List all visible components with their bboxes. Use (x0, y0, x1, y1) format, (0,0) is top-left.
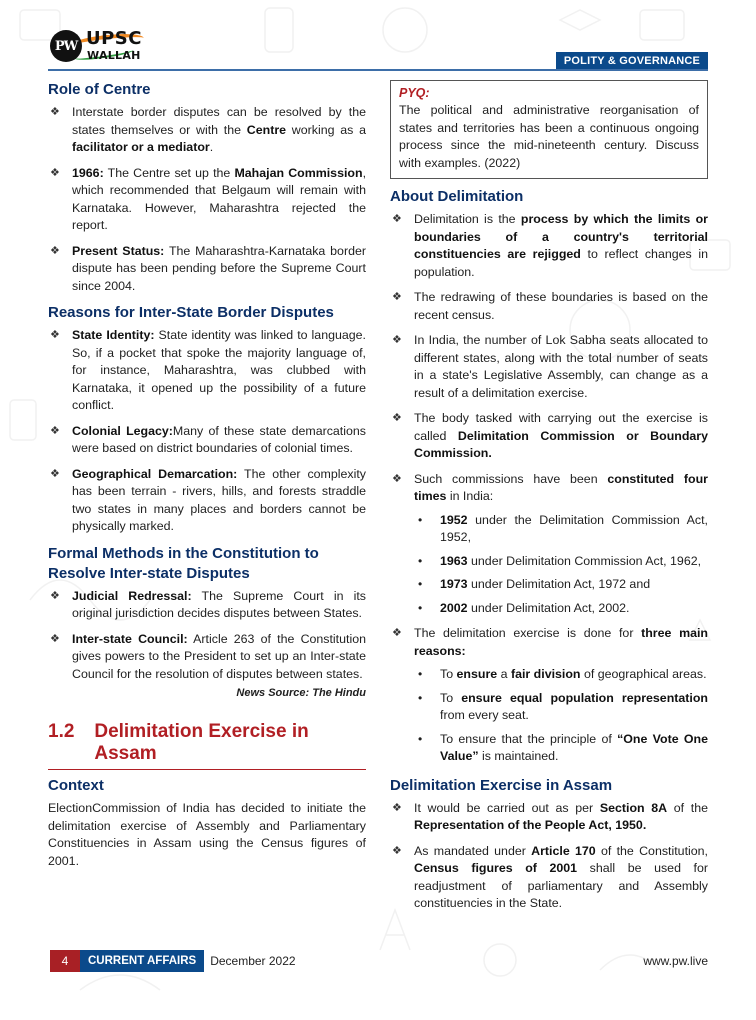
text: Delimitation is the (414, 212, 521, 226)
text: from every seat. (440, 708, 529, 722)
text: To (440, 690, 462, 705)
text: under the Delimitation Commission Act, 1952, (440, 512, 708, 544)
bold-text: Section 8A (599, 800, 668, 815)
text: shall be used for readjustment of parliamentary and Assembly constituencies in the State. (414, 861, 708, 910)
section-title (48, 721, 366, 770)
footer (50, 950, 708, 972)
logo-text-upsc: UPSC (86, 28, 142, 49)
logo-text-wallah: WALLAH (87, 49, 141, 62)
list-item (414, 576, 708, 594)
text: in India: (446, 489, 494, 503)
diamond-bullet-icon: ❖ (50, 166, 60, 179)
formal-methods-list (48, 588, 366, 684)
news-source: News Source: The Hindu (236, 687, 366, 699)
context-paragraph: ElectionCommission of India has decided to initiate the delimitation exercise of Assembly and Parliamentary Constituencies in Assam using the Census figures of 2001. (48, 801, 366, 868)
bold-text: three main reasons: (414, 626, 708, 658)
right-column (390, 80, 708, 921)
reasons-sublist (414, 666, 708, 766)
bold-text: Present Status: (72, 243, 165, 258)
list-item (414, 512, 708, 547)
heading-context: Context (48, 777, 104, 794)
text: under Delimitation Commission Act, 1962, (467, 553, 702, 568)
text: Interstate border disputes can be resolved by the states themselves or with the (72, 105, 366, 137)
list-item (48, 104, 366, 157)
bold-text: 1952 (440, 512, 468, 527)
text: The Maharashtra-Karnataka border dispute has been pending before the Supreme Court since 2004. (72, 243, 366, 293)
heading-assam: Delimitation Exercise in Assam (390, 776, 613, 794)
text: to reflect changes in population. (414, 247, 708, 279)
list-item (48, 588, 366, 623)
text: The Supreme Court in its original jurisdiction decides disputes between States. (72, 588, 367, 620)
list-item (48, 243, 366, 296)
bold-text: constituted four times (414, 471, 708, 503)
list-item (390, 332, 708, 402)
bold-text: 1963 (440, 553, 468, 568)
text: a (497, 667, 511, 681)
list-item (414, 731, 708, 766)
diamond-bullet-icon: ❖ (50, 467, 60, 480)
diamond-bullet-icon: ❖ (50, 329, 60, 341)
page-number: 4 (50, 950, 80, 972)
text: of geographical areas. (580, 667, 707, 681)
bold-text: Inter-state Council: (72, 631, 188, 646)
left-column (48, 80, 366, 870)
pw-upsc-wallah-logo (50, 28, 160, 68)
dot-bullet-icon: • (418, 553, 423, 568)
text: As mandated under (414, 843, 532, 858)
text: . (209, 140, 214, 154)
diamond-bullet-icon: ❖ (392, 213, 402, 225)
bold-text: ensure equal population representation (461, 690, 708, 705)
reasons-list (48, 327, 366, 536)
pyq-box (390, 80, 708, 179)
text: The Centre set up the (103, 165, 235, 180)
bold-text: Delimitation Commission or Boundary Commission. (414, 428, 708, 460)
list-item (390, 800, 708, 835)
text: State identity was linked to language. So, if a pocket that spoke the majority language of, for instance, Maharashtra, was clubbed with Karnataka, it opened up the possibility of a future conflict. (72, 328, 366, 412)
text: of the (667, 800, 708, 815)
bold-text: fair division (510, 667, 581, 681)
list-item (390, 211, 708, 281)
text: working as a (286, 122, 366, 137)
category-badge: POLITY & GOVERNANCE (556, 52, 708, 70)
dot-bullet-icon: • (418, 731, 423, 746)
diamond-bullet-icon: ❖ (392, 627, 402, 639)
footer-url[interactable]: www.pw.live (643, 954, 708, 968)
list-item (48, 165, 366, 235)
assam-list (390, 800, 708, 913)
text: It would be carried out as per (414, 800, 600, 815)
list-item (48, 466, 366, 536)
footer-date: December 2022 (210, 954, 296, 968)
bold-text: facilitator or a mediator (72, 140, 210, 154)
diamond-bullet-icon: ❖ (392, 412, 402, 424)
list-item (48, 423, 366, 458)
pyq-text: The political and administrative reorganisation of states and territories has been a continuous ongoing process since the mid-nineteenth century. Discuss with examples. (2022) (399, 103, 699, 170)
commissions-list (414, 512, 708, 618)
dot-bullet-icon: • (418, 690, 423, 705)
text: of the Constitution, (595, 843, 708, 858)
bold-text: ensure (456, 667, 498, 681)
heading-reasons: Reasons for Inter-State Border Disputes (48, 304, 334, 321)
section-title-text: Delimitation Exercise in Assam (94, 721, 309, 764)
footer-badge: CURRENT AFFAIRS (80, 950, 204, 972)
text: Such commissions have been (414, 471, 608, 486)
diamond-bullet-icon: ❖ (50, 106, 60, 118)
text: The body tasked with carrying out the exercise is called (414, 411, 708, 443)
bold-text: Colonial Legacy: (72, 423, 173, 438)
diamond-bullet-icon: ❖ (392, 472, 402, 485)
bold-text: Centre (246, 122, 287, 137)
list-item (390, 843, 708, 913)
bold-text: Representation of the People Act, 1950. (414, 818, 647, 832)
pyq-label: PYQ: (399, 86, 430, 100)
dot-bullet-icon: • (418, 667, 423, 681)
diamond-bullet-icon: ❖ (50, 424, 60, 437)
dot-bullet-icon: • (418, 512, 423, 527)
list-item (390, 289, 708, 324)
section-number: 1.2 (48, 721, 75, 742)
bold-text: 2002 (440, 600, 468, 615)
list-item (414, 690, 708, 725)
text: Article 263 of the Constitution gives powers to the President to set up an Inter-state Council for the resolution of disputes between states. (72, 631, 366, 681)
diamond-bullet-icon: ❖ (392, 291, 402, 303)
about-delimitation-list (390, 211, 708, 766)
list-item (414, 553, 708, 571)
bold-text: Article 170 (531, 843, 596, 858)
heading-formal-methods: Formal Methods in the Constitution to Resolve Inter-state Disputes (48, 544, 319, 582)
diamond-bullet-icon: ❖ (50, 632, 60, 645)
diamond-bullet-icon: ❖ (392, 801, 402, 814)
bold-text: Judicial Redressal: (72, 588, 192, 603)
bold-text: 1966: (72, 165, 104, 180)
text: The redrawing of these boundaries is based on the recent census. (414, 290, 708, 322)
list-item (390, 625, 708, 766)
diamond-bullet-icon: ❖ (50, 244, 60, 257)
list-item (390, 471, 708, 618)
list-item (414, 600, 708, 618)
header-divider (48, 69, 708, 71)
diamond-bullet-icon: ❖ (392, 844, 402, 857)
pw-logo-icon: PW (50, 30, 82, 62)
dot-bullet-icon: • (418, 600, 423, 615)
text: Many of these state demarcations were based on district boundaries of colonial times. (72, 423, 366, 455)
list-item (414, 666, 708, 684)
list-item (48, 631, 366, 684)
text: To (440, 667, 457, 681)
heading-about-delimitation: About Delimitation (390, 188, 524, 205)
bold-text: Geographical Demarcation: (72, 466, 238, 481)
diamond-bullet-icon: ❖ (392, 334, 402, 346)
list-item (48, 327, 366, 415)
text: , which recommended that Belgaum will remain with Karnataka. However, Maharashtra rejected the report. (72, 165, 367, 232)
text: The other complexity has been terrain - rivers, hills, and forests straddle two states in many places and borders cannot be physically marked. (72, 466, 367, 533)
bold-text: Mahajan Commission (234, 165, 363, 180)
role-of-centre-list (48, 104, 366, 295)
text: is maintained. (478, 749, 559, 763)
text: In India, the number of Lok Sabha seats allocated to different states, along with the total number of seats in a state's Legislative Assembly, can change as a result of a delimitation exercise. (414, 333, 708, 400)
bold-text: 1973 (440, 577, 468, 591)
bold-text: process by which the limits or boundaries of a country's territorial constituencies are rejigged (414, 212, 708, 261)
heading-role-of-centre: Role of Centre (48, 81, 151, 98)
text: under Delimitation Act, 2002. (467, 600, 630, 615)
text: To ensure that the principle of (440, 731, 618, 746)
dot-bullet-icon: • (418, 577, 423, 591)
text: The delimitation exercise is done for (414, 626, 642, 640)
bold-text: “One Vote One Value” (440, 731, 708, 763)
bold-text: Census figures of 2001 (414, 861, 578, 875)
bold-text: State Identity: (72, 328, 155, 342)
text: under Delimitation Act, 1972 and (467, 577, 651, 591)
diamond-bullet-icon: ❖ (50, 589, 60, 602)
list-item (390, 410, 708, 463)
